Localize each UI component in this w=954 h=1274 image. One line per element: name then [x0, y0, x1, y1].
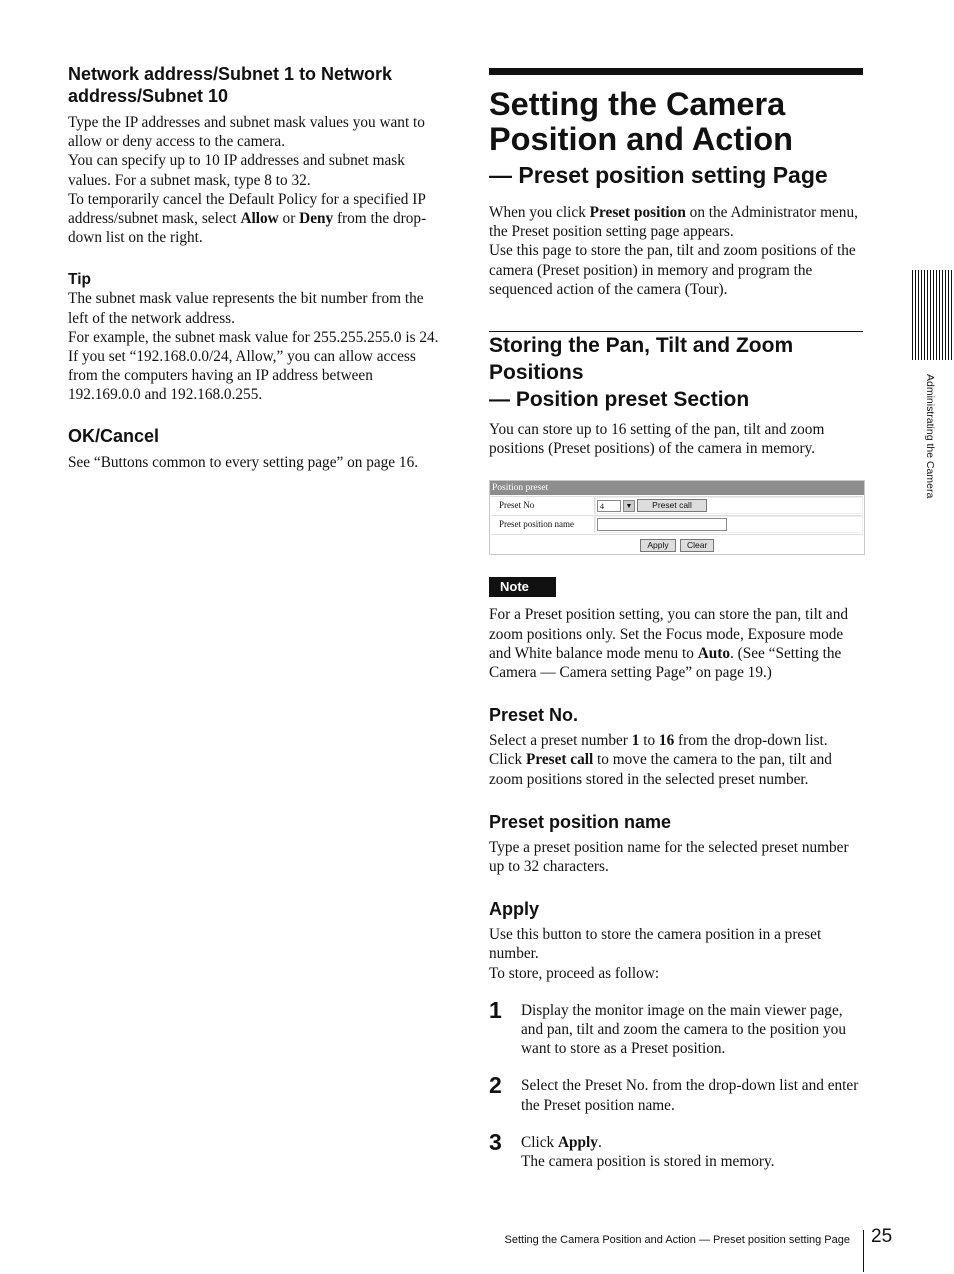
text: Click: [521, 1133, 558, 1151]
paragraph-ok-cancel: See “Buttons common to every setting page” on page 16.: [68, 453, 419, 471]
chevron-down-icon[interactable]: ▼: [623, 500, 635, 512]
text: To store, proceed as follow:: [489, 964, 660, 982]
text: to: [639, 732, 659, 750]
section-intro: You can store up to 16 setting of the pan, tilt and zoom positions (Preset positions) of the camera in memory.: [489, 421, 825, 458]
preset-no-row: [491, 496, 863, 514]
text: to move the camera to the pan, tilt and zoom positions stored in the selected preset number.: [489, 751, 832, 788]
preset-name-controls: [595, 516, 863, 533]
bold-preset-call: Preset call: [525, 751, 594, 769]
footer-divider: [863, 1230, 864, 1272]
apply-button[interactable]: Apply: [640, 539, 676, 552]
heading-preset-no: Preset No.: [489, 705, 579, 726]
text: .: [597, 1133, 602, 1151]
chapter-tab-marker: [912, 270, 954, 360]
heading-preset-name: Preset position name: [489, 811, 672, 832]
paragraph-network-address: [68, 113, 442, 247]
preset-no-select[interactable]: 4: [597, 500, 621, 512]
text: on the Administrator menu, the Preset position setting page appears.: [489, 204, 858, 241]
text: For example, the subnet mask value for 255.255.255.0 is 24.: [68, 328, 439, 346]
title-bar-rule: [489, 68, 863, 75]
step-text: Display the monitor image on the main viewer page, and pan, tilt and zoom the camera to the position you want to store as a Preset position.: [521, 1001, 846, 1058]
text: or: [278, 210, 300, 228]
heading-apply: Apply: [489, 899, 540, 920]
left-column: [68, 63, 442, 472]
paragraph-apply: [489, 925, 863, 983]
step-3: [489, 1128, 863, 1171]
bold-apply: Apply: [557, 1133, 598, 1151]
bold-auto: Auto: [697, 644, 731, 662]
text: The subnet mask value represents the bit number from the left of the network address.: [68, 290, 424, 327]
preset-name-label: Preset position name: [491, 516, 595, 533]
text: . (See “Setting the Camera — Camera setting Page” on page 19.): [489, 644, 842, 682]
step-number: 1: [489, 996, 502, 1023]
bold-preset-position: Preset position: [589, 204, 686, 221]
step-number: 2: [489, 1072, 502, 1099]
preset-name-row: [491, 515, 863, 533]
text: The camera position is stored in memory.: [521, 1153, 775, 1171]
heading-ok-cancel: OK/Cancel: [68, 425, 160, 446]
panel-button-row: [491, 534, 863, 554]
text: Select a preset number: [489, 732, 632, 750]
intro-paragraph: [489, 203, 863, 299]
tip-label: Tip: [68, 271, 91, 289]
text: When you click: [489, 204, 590, 221]
chapter-side-label: Administrating the Camera: [924, 374, 936, 499]
step-text: Select the Preset No. from the drop-down list and enter the Preset position name.: [521, 1077, 859, 1114]
text: from the drop-down list. Click: [489, 732, 828, 769]
paragraph-preset-no: [489, 731, 863, 789]
text: from the drop-down list on the right.: [68, 210, 427, 247]
text: If you set “192.168.0.0/24, Allow,” you can allow access from the computers having an IP address between 192.169.0.0 and 192.168.0.255.: [68, 348, 416, 404]
bold: 16: [658, 732, 675, 750]
preset-call-button[interactable]: Preset call: [637, 499, 707, 512]
step-text: [521, 1133, 863, 1171]
text: To temporarily cancel the Default Policy for a specified IP address/subnet mask, select: [68, 190, 426, 228]
step-2: [489, 1072, 863, 1114]
section-title: Storing the Pan, Tilt and Zoom Positions: [489, 334, 794, 385]
panel-header: Position preset: [490, 481, 864, 495]
page-title: Setting the Camera Position and Action: [489, 86, 793, 157]
preset-no-label: Preset No: [491, 497, 595, 514]
preset-no-controls: [595, 497, 863, 514]
bold-deny: Deny: [299, 210, 334, 228]
text: Use this page to store the pan, tilt and zoom positions of the camera (Preset position) in memory and program the sequenced action of the camera (Tour).: [489, 242, 856, 298]
bold: 1: [631, 732, 640, 750]
text: Type the IP addresses and subnet mask values you want to allow or deny access to the camera.: [68, 114, 425, 151]
page-subtitle: — Preset position setting Page: [489, 162, 828, 188]
clear-button[interactable]: Clear: [680, 539, 714, 552]
paragraph-preset-name: Type a preset position name for the selected preset number up to 32 characters.: [489, 838, 849, 876]
preset-name-input[interactable]: [597, 518, 727, 531]
step-1: [489, 996, 863, 1059]
text: Use this button to store the camera position in a preset number.: [489, 926, 822, 963]
tip-text: [68, 289, 442, 404]
note-label: Note: [489, 577, 556, 597]
text: You can specify up to 10 IP addresses and subnet mask values. For a subnet mask, type 8 to 32.: [68, 152, 405, 189]
page-number: 25: [871, 1226, 893, 1247]
position-preset-panel: [489, 480, 865, 555]
heading-network-address: Network address/Subnet 1 to Network address/Subnet 10: [68, 64, 393, 106]
text: For a Preset position setting, you can store the pan, tilt and zoom positions only. Set the Focus mode, Exposure mode and White balance mode menu to: [489, 606, 848, 662]
step-number: 3: [489, 1128, 502, 1155]
section-subtitle: — Position preset Section: [489, 388, 750, 412]
footer-running-title: Setting the Camera Position and Action — Preset position setting Page: [504, 1234, 850, 1246]
right-column: [489, 68, 863, 1171]
bold-allow: Allow: [240, 210, 279, 228]
note-text: [489, 605, 863, 682]
